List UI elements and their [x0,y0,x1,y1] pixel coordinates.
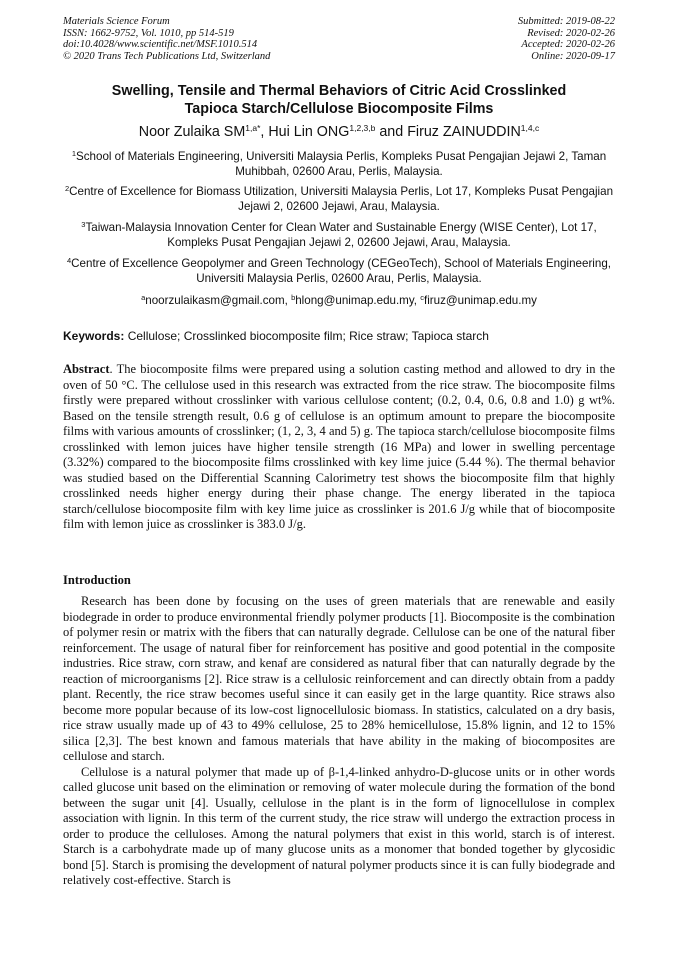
email-separator: , [413,294,421,307]
affiliation-2 [63,185,615,214]
author-affiliation-mark: 1,a* [245,123,261,133]
author-affiliation-mark: 1,2,3,b [349,123,376,133]
title-line-1: Swelling, Tensile and Thermal Behaviors of Citric Acid Crosslinked [111,83,567,99]
email-mark: c [420,293,424,302]
journal-header-left [63,16,270,62]
abstract [63,362,615,533]
email-link[interactable]: firuz@unimap.edu.my [423,294,537,307]
email-link[interactable]: noorzulaikasm@gmail.com [145,294,285,307]
affiliation-text: School of Materials Engineering, Universiti Malaysia Perlis, Kompleks Pusat Pengajian Jejawi 2, Taman Muhibbah, 02600 Arau, Perlis, Malaysia. [76,150,607,178]
section-heading: Introduction [63,573,131,587]
affiliation-number: 4 [67,256,72,265]
affiliation-text: Taiwan-Malaysia Innovation Center for Clean Water and Sustainable Energy (WISE Center), Lot 17, Kompleks Pusat Pengajian Jejawi 2, 02600 Jejawi, Arau, Malaysia. [85,221,597,249]
keywords [63,329,615,343]
affiliation-number: 2 [64,184,70,193]
affiliation-text: Centre of Excellence Geopolymer and Green Technology (CEGeoTech), School of Materials Engineering, Universiti Malaysia Perlis, 02600 Arau, Perlis, Malaysia. [71,257,611,285]
email-separator: , [284,294,292,307]
author-list [40,123,638,141]
date-accepted: Accepted: 2020-02-26 [521,39,615,51]
author-name: Firuz ZAINUDDIN [407,124,521,140]
abstract-text: . The biocomposite films were prepared using a solution casting method and allowed to dry in the oven of 50 °C. The cellulose used in this research was extracted from the rice straw. The biocomposite films firstly were prepared without crosslinker with various cellulose content; (0.2, 0.4, 0.6, 0.8 and 1.0) g wt%. Based on the tensile strength result, 0.6 g of cellulose is an optimum amount to prepare the biocomposite films with various amounts of crosslinker; (1, 2, 3, 4 and 5) g. The tapioca starch/cellulose biocomposite films crosslinked with lemon juices have higher tensile strength (16 MPa) and lower in swelling percentage (3.32%) compared to the biocomposite films crosslinked with key lime juice (5.44 %). The thermal behavior was studied based on the Differential Scanning Calorimetry test shows the biocomposite film that highly crosslinked needs higher energy during their phase change. The energy liberated in the tapioca starch/cellulose biocomposite film with key lime juice as crosslinker is 201.6 J/g while that of biocomposite film with lemon juice as crosslinker is 383.0 J/g. [63,362,615,531]
email-link[interactable]: hlong@unimap.edu.my [295,294,414,307]
journal-doi: doi:10.4028/www.scientific.net/MSF.1010.514 [63,39,258,51]
journal-name: Materials Science Forum [63,16,170,27]
journal-header-right [518,16,615,62]
paragraph: Research has been done by focusing on the uses of green materials that are renewable and easily biodegrade in order to produce environmental friendly polymer products [1]. Biocomposite is the combination of polymer resin or matrix with the fibers that can naturally degrade. Cellulose can be one of the natural fiber reinforcement. The usage of natural fiber for reinforcement has positive and good potential in the composite industries. Rice straw, corn straw, and kenaf are considered as natural fiber that can naturally degrade by the reaction of microorganisms [2]. Rice straw is a cellulosic reinforcement and can directly obtain from a paddy plant. Recently, the rice straw becomes useful since it can easily get in the large quantity. Rice straws also become more popular because of its low-cost lignocellulosic biomass. In statistics, calculated on a dry basis, rice straw usually made up of 43 to 49% cellulose, 25 to 28% hemicellulose, 15.8% lignin, and 12 to 15% silica [2,3]. The best known and famous materials that have ability in the making of biocomposites are cellulose and starch. [63,594,615,763]
author-name: Hui Lin ONG [268,124,350,140]
keywords-text: Cellulose; Crosslinked biocomposite film; Rice straw; Tapioca starch [124,329,489,343]
date-online: Online: 2020-09-17 [531,50,615,62]
affiliation-text: Centre of Excellence for Biomass Utilization, Universiti Malaysia Perlis, Lot 17, Kompleks Pusat Pengajian Jejawi 2, 02600 Jejawi, Arau, Malaysia. [69,185,614,213]
abstract-label: Abstract [63,362,110,376]
keywords-label: Keywords: [63,329,125,343]
author-emails [63,294,615,308]
journal-issn: ISSN: 1662-9752, Vol. 1010, pp 514-519 [63,27,234,39]
journal-copyright: © 2020 Trans Tech Publications Ltd, Switzerland [63,50,271,62]
date-revised: Revised: 2020-02-26 [527,27,615,39]
paper-title [40,83,638,118]
email-mark: a [141,293,146,302]
affiliation-3 [63,221,615,250]
author-affiliation-mark: 1,4,c [520,123,540,133]
affiliation-4 [63,257,615,286]
email-mark: b [291,293,296,302]
introduction-body [63,594,615,889]
author-conjunction: and [375,124,408,140]
affiliation-1 [63,150,615,179]
date-submitted: Submitted: 2019-08-22 [517,16,615,27]
paragraph: Cellulose is a natural polymer that made up of β-1,4-linked anhydro-D-glucose units or in other words called glucose unit based on the elimination or removing of water molecule during the formation of the bond between the sugar unit [4]. Usually, cellulose in the plant is in the form of lignocellulose in complex association with lignin. In this term of the current study, the rice straw will undergo the extraction process in order to produce the celluloses. Among the natural polymers that exist in this world, starch is of interest. Starch is a carbohydrate made up of many glucose units as a monomer that bonded together by glycosidic bond [5]. Starch is promising the development of natural polymer products since it is can fully biodegrade and relatively cost-effective. Starch is [63,764,615,887]
title-line-2: Tapioca Starch/Cellulose Biocomposite Films [184,100,494,117]
author-separator: , [260,124,269,140]
affiliation-number: 3 [81,220,86,229]
author-name: Noor Zulaika SM [138,124,246,140]
affiliation-number: 1 [71,149,77,158]
